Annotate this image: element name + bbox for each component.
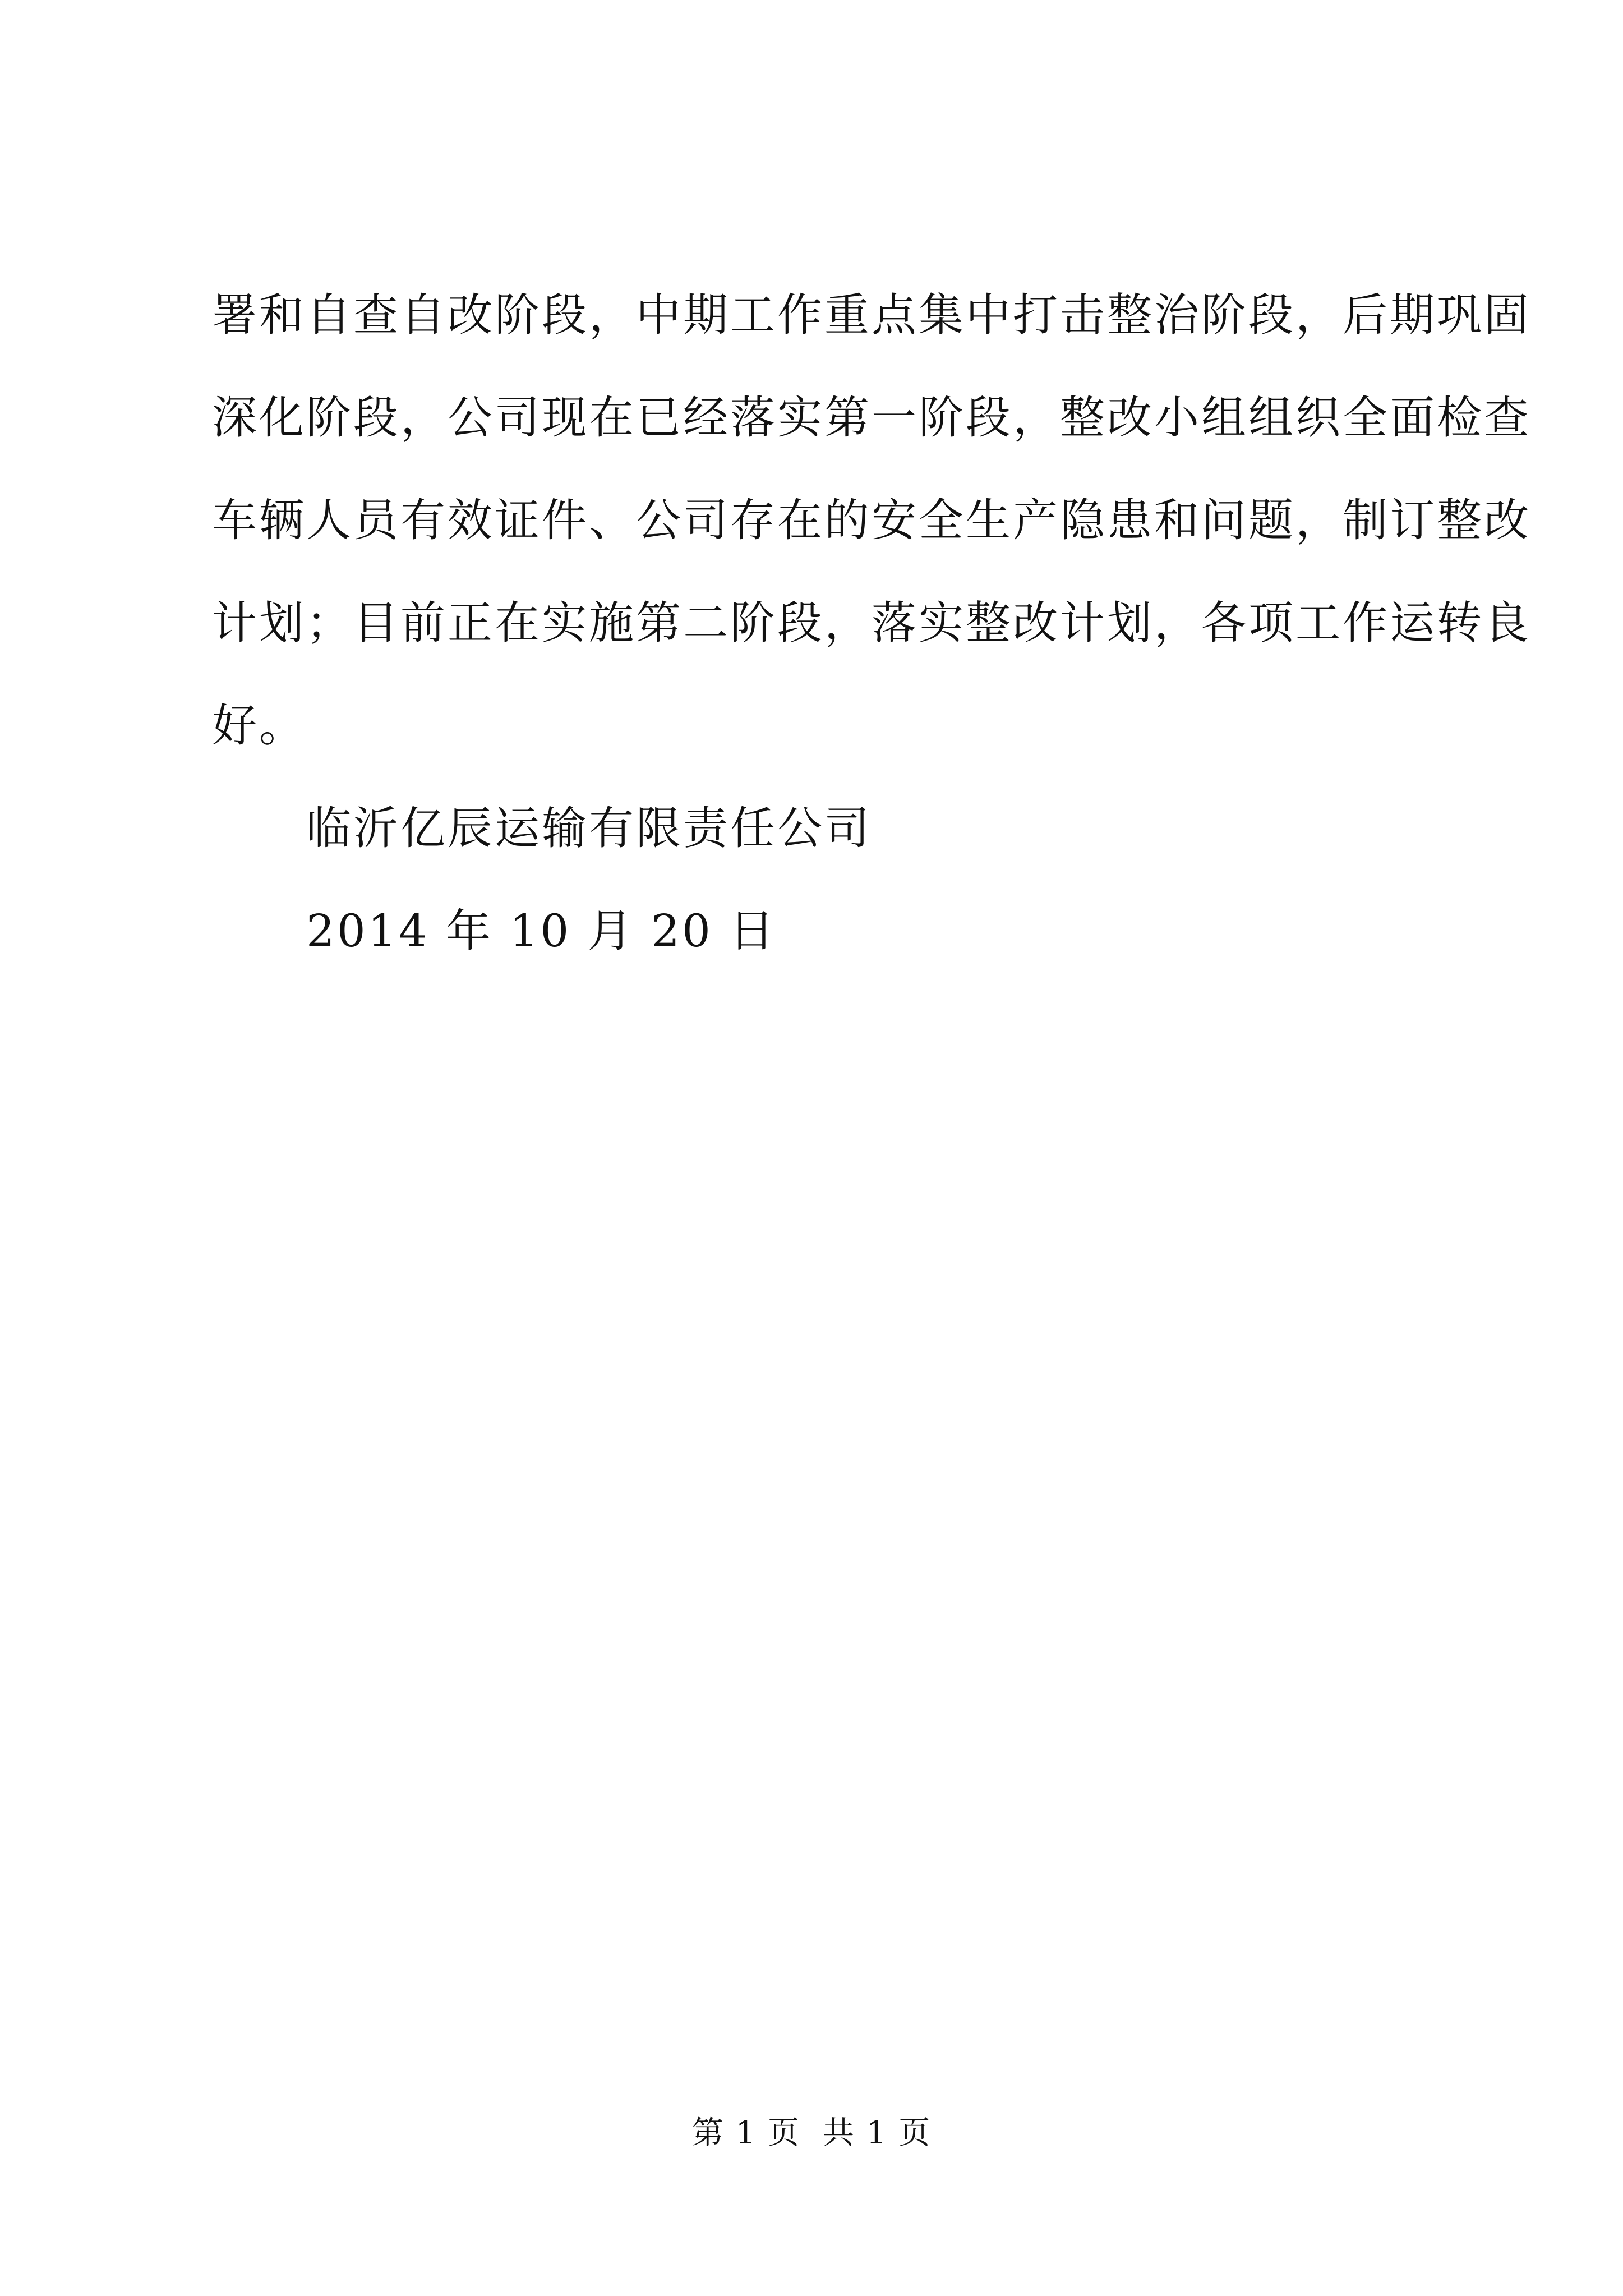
paragraph-line: 计划；目前正在实施第二阶段，落实整改计划，各项工作运转良 (212, 597, 1531, 649)
signature-date: 2014 年 10 月 20 日 (306, 905, 777, 957)
page-footer (0, 2114, 1623, 2153)
signature-company: 临沂亿辰运输有限责任公司 (306, 802, 872, 854)
page-number-total: 共 1 页 (823, 2115, 932, 2151)
paragraph-line: 署和自查自改阶段，中期工作重点集中打击整治阶段，后期巩固 (212, 289, 1531, 341)
page-number-current: 第 1 页 (691, 2115, 800, 2151)
paragraph-line: 好。 (212, 700, 306, 752)
paragraph-line: 车辆人员有效证件、公司存在的安全生产隐患和问题，制订整改 (212, 494, 1531, 546)
document-body (212, 264, 1531, 982)
paragraph-line: 深化阶段，公司现在已经落实第一阶段，整改小组组织全面检查 (212, 392, 1531, 444)
